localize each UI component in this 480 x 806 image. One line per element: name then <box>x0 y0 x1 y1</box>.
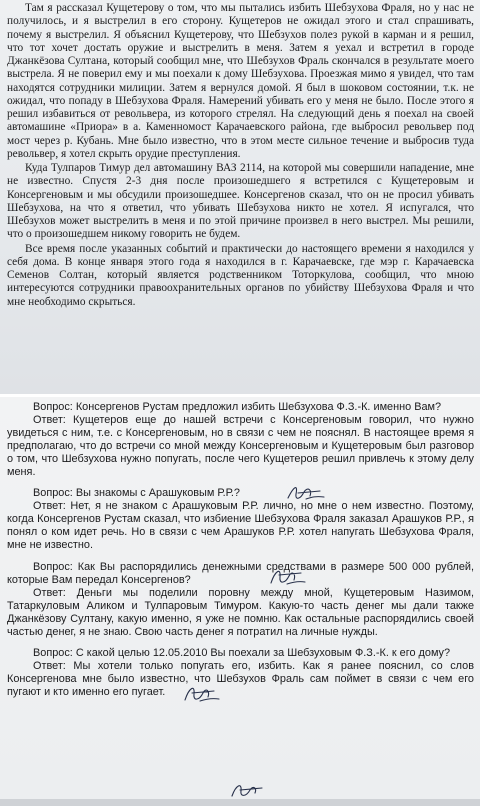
question: Вопрос: Как Вы распорядились денежными средствами в размере 500 000 рублей, которые Вам передал Консергенов? <box>7 560 474 586</box>
paragraph: Куда Тулпаров Тимур дел автомашину ВАЗ 2114, на которой мы совершили нападение, мне не известно. Спустя 2-3 дня после произошедшего я встретился с Кущетеровым и Консергеновым и мы обсудили произошедшее. Консергенов сказал, что он не просил убивать Шебзухова, на что я ответил, что убивать Шебзухова никто не хотел. Я испугался, что Шебзухов может выстрелить в меня и по этой причине произвел в него выстрел. Мы решили, что о произошедшем никому говорить не будем. <box>7 162 474 241</box>
paragraph: Все время после указанных событий и практически до настоящего времени я находился у себя дома. В конце января этого года я находился в г. Карачаевске, где мэр г. Карачаевска Семенов Солтан, который является родственником Тоторкулова, сообщил, что мною интересуются сотрудники правоохранительных органов по убийству Шебзухова Фраля и что мне необходимо скрыться. <box>7 242 474 308</box>
qa-block <box>7 401 474 478</box>
answer: Ответ: Деньги мы поделили поровну между мной, Кущетеровым Назимом, Татаркуловым Аликом и Тулпаровым Тимуром. Какую-то часть денег мы дали также Джанкёзову Султану, какую именно, я уже не помню. Как остальные распорядились своей частью денег, я не знаю. Свою часть денег я потратил на личные нужды. <box>7 586 474 638</box>
question: Вопрос: Консергенов Рустам предложил избить Шебзухова Ф.З.-К. именно Вам? <box>33 401 442 413</box>
qa-block <box>7 647 474 699</box>
question: Вопрос: С какой целью 12.05.2010 Вы поехали за Шебзуховым Ф.З.-К. к его дому? <box>33 647 451 660</box>
qa-block <box>7 487 474 552</box>
answer: Ответ: Мы хотели только попугать его, избить. Как я ранее пояснил, со слов Консергенова мне было известно, что Шебзухов Фраль сам поймет в связи с чем его пугают и кто именно его пугает. <box>7 660 474 699</box>
paragraph: Там я рассказал Кущетерову о том, что мы пытались избить Шебзухова Фраля, но у нас не получилось, и я выстрелил в его сторону. Кущетеров не ожидал этого и стал спрашивать, почему я выстрелил. Я объяснил Кущетерову, что Шебзухов полез рукой в карман и я решил, что тот хочет достать оружие и выстрелить в меня. Затем я уехал и встретил в городе Джанкёзова Султана, который сообщил мне, что Шебзухов Фраль скончался в результате моего выстрела. Я не поверил ему и мы поехали к дому Шебзухова. Проезжая мимо я увидел, что там находятся сотрудники милиции. Затем я вернулся домой. Я был в шоковом состоянии, т.к. не ожидал, что попаду в Шебзухова Фраля. Намерений убивать его у меня не было. После этого я решил избавиться от револьвера, из которого стрелял. На следующий день я поехал на своей автомашине «Приора» в а. Каменномост Карачаевского района, где выбросил револьвер под мост через р. Кубань. Мне было известно, что в этом месте сильное течение и выбросив туда револьвер, я хотел скрыть орудие преступления. <box>7 2 474 160</box>
protocol-page-bottom <box>0 397 480 799</box>
question: Вопрос: Вы знакомы с Арашуковым Р.Р.? <box>33 487 240 500</box>
answer: Ответ: Кущетеров еще до нашей встречи с Консергеновым говорил, что нужно увидеться с ним, т.е. с Консергеновым, но в связи с чем не пояснял. В настоящее время я предполагаю, что до встречи со мной между Консергеновым и Кущетеровым был разговор о том, что Шебзухова нужно попугать, после чего Кущетеров решил привлечь к этому делу меня. <box>7 413 474 478</box>
answer: Ответ: Нет, я не знаком с Арашуковым Р.Р. лично, но мне о нем известно. Поэтому, когда Консергенов Рустам сказал, что избиение Шебзухова Фраля заказал Арашуков Р.Р., я понял о ком идет речь. Но в связи с чем Арашуков Р.Р. хотел напугать Шебзухова Фраля, мне не известно. <box>7 500 474 552</box>
qa-block <box>7 561 474 638</box>
protocol-page-top <box>0 0 480 394</box>
